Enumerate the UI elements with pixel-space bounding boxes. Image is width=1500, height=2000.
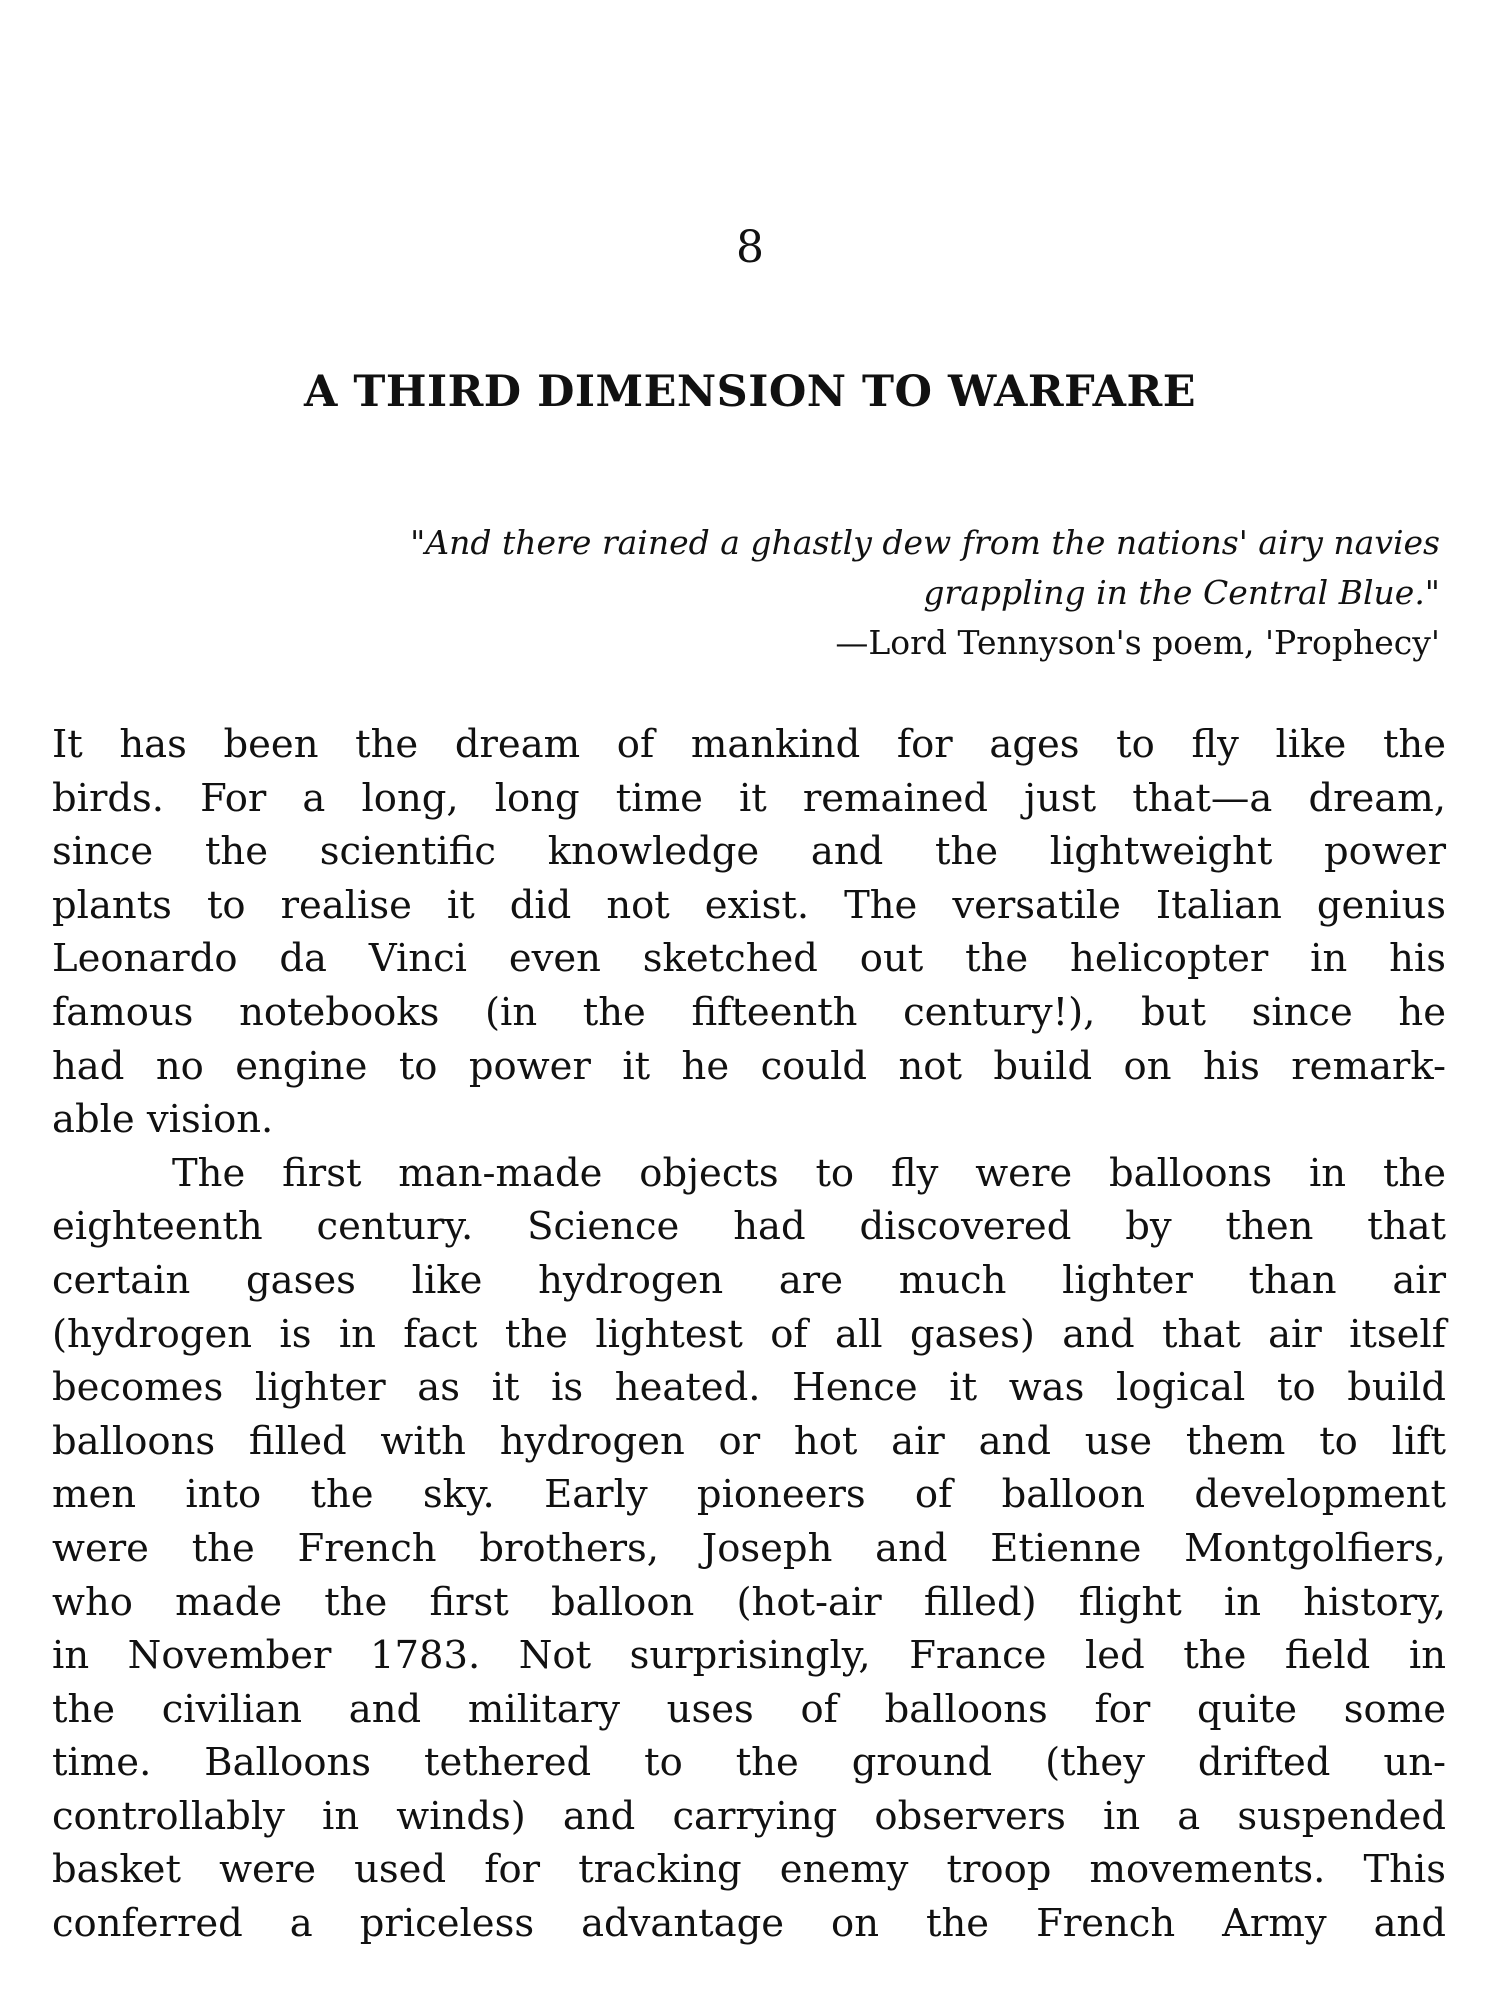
text-line: Leonardo da Vinci even sketched out the helicopter in his <box>52 936 1446 982</box>
text-line: in November 1783. Not surprisingly, France led the field in <box>52 1633 1446 1679</box>
epigraph-attribution: —Lord Tennyson's poem, 'Prophecy' <box>835 623 1440 662</box>
text-line: able vision. <box>52 1097 274 1143</box>
text-line: men into the sky. Early pioneers of balloon development <box>52 1472 1446 1518</box>
text-line: since the scientific knowledge and the lightweight power <box>52 829 1446 875</box>
chapter-title: A THIRD DIMENSION TO WARFARE <box>304 367 1196 417</box>
text-line: who made the first balloon (hot-air filled) flight in history, <box>52 1579 1446 1625</box>
chapter-number: 8 <box>736 222 764 273</box>
text-line: famous notebooks (in the fifteenth century!), but since he <box>52 989 1446 1035</box>
text-line: conferred a priceless advantage on the French Army and <box>52 1901 1446 1947</box>
text-line: plants to realise it did not exist. The versatile Italian genius <box>52 882 1446 928</box>
text-line: time. Balloons tethered to the ground (they drifted un- <box>52 1740 1446 1786</box>
text-line: birds. For a long, long time it remained just that—a dream, <box>52 775 1446 821</box>
text-line: basket were used for tracking enemy troop movements. This <box>52 1847 1446 1893</box>
text-line: the civilian and military uses of balloons for quite some <box>52 1686 1446 1732</box>
text-line: controllably in winds) and carrying observers in a suspended <box>52 1793 1446 1839</box>
text-line: The first man-made objects to fly were balloons in the <box>172 1150 1446 1196</box>
body-text <box>52 718 1446 1951</box>
text-line: It has been the dream of mankind for ages to fly like the <box>52 722 1446 767</box>
text-line: eighteenth century. Science had discovered by then that <box>52 1204 1446 1250</box>
epigraph-quote-line: grappling in the Central Blue." <box>923 573 1440 612</box>
text-line: were the French brothers, Joseph and Etienne Montgolfiers, <box>52 1525 1446 1571</box>
text-line: had no engine to power it he could not build on his remark- <box>52 1043 1446 1089</box>
epigraph <box>190 518 1440 668</box>
text-line: (hydrogen is in fact the lightest of all gases) and that air itself <box>52 1311 1446 1357</box>
epigraph-quote-line: "And there rained a ghastly dew from the nations' airy navies <box>410 523 1440 562</box>
text-line: certain gases like hydrogen are much lighter than air <box>52 1257 1446 1303</box>
text-line: balloons filled with hydrogen or hot air and use them to lift <box>52 1418 1446 1464</box>
text-line: becomes lighter as it is heated. Hence it was logical to build <box>52 1365 1446 1411</box>
